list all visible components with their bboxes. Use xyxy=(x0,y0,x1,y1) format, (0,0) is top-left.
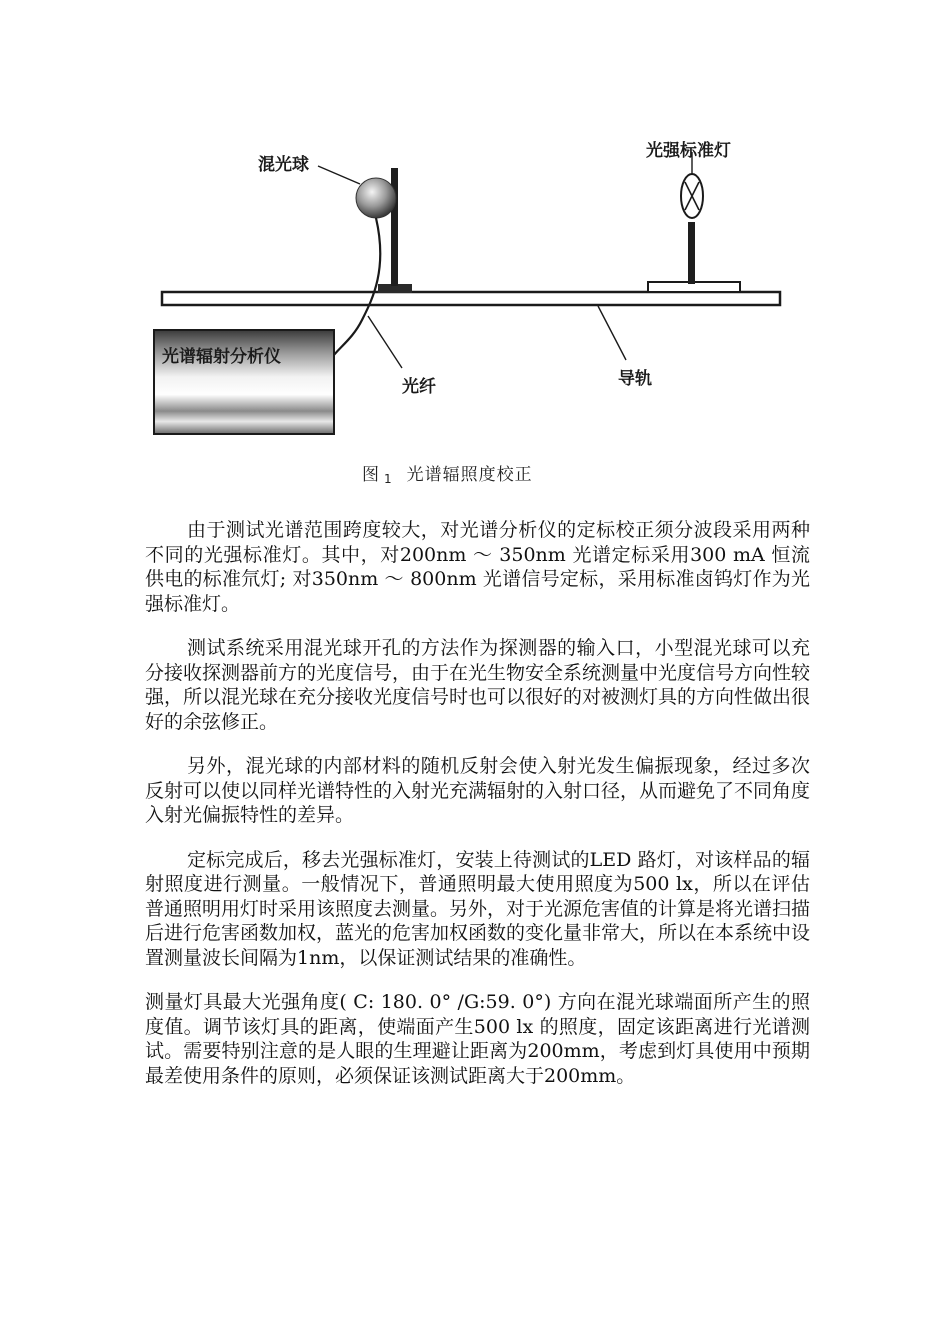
paragraph-1: 由于测试光谱范围跨度较大，对光谱分析仪的定标校正须分波段采用两种不同的光强标准灯。其中，对200nm ～ 350nm 光谱定标采用300 mA 恒流供电的标准氘灯; 对350nm ～ 800nm 光谱信号定标，采用标准卤钨灯作为光强标准灯。 xyxy=(145,519,810,615)
label-rail: 导轨 xyxy=(618,369,652,389)
caption-prefix: 图 xyxy=(362,465,380,485)
paragraph-4: 定标完成后，移去光强标准灯，安装上待测试的LED 路灯，对该样品的辐射照度进行测量。一般情况下，普通照明最大使用照度为500 lx，所以在评估普通照明用灯时采用该照度去测量。另外，对于光源危害值的计算是将光谱扫描后进行危害函数加权，蓝光的危害加权函数的变化量非常大，所以在本系统中设置测量波长间隔为1nm，以保证测试结果的准确性。 xyxy=(145,848,811,969)
paragraph-2: 测试系统采用混光球开孔的方法作为探测器的输入口，小型混光球可以充分接收探测器前方的光度信号，由于在光生物安全系统测量中光度信号方向性较强，所以混光球在充分接收光度信号时也可以很好的对被测灯具的方向性做出很好的余弦修正。 xyxy=(145,637,811,733)
label-sphere: 混光球 xyxy=(258,155,309,175)
lamp-stand-post xyxy=(688,222,695,284)
paragraph-5: 测量灯具最大光强角度( C: 180. 0° /G:59. 0°) 方向在混光球端面所产生的照度值。调节该灯具的距离，使端面产生500 lx 的照度，固定该距离进行光谱测试。需要特别注意的是人眼的生理避让距离为200mm，考虑到灯具使用中预期最差使用条件的原则，必须保证该测试距离大于200mm。 xyxy=(145,991,810,1087)
optical-fiber xyxy=(330,218,380,360)
body-text xyxy=(145,518,810,1108)
setup-diagram xyxy=(140,120,800,460)
paragraph-3: 另外，混光球的内部材料的随机反射会使入射光发生偏振现象，经过多次反射可以使以同样光谱特性的入射光充满辐射的入射口径，从而避免了不同角度入射光偏振特性的差异。 xyxy=(145,755,811,826)
mixing-sphere xyxy=(356,178,396,218)
label-lamp: 光强标准灯 xyxy=(646,141,731,161)
label-fiber: 光纤 xyxy=(402,377,436,397)
caption-number: 1 xyxy=(384,472,393,486)
rail-bar xyxy=(162,292,780,305)
calibration-figure xyxy=(140,120,800,510)
figure-caption xyxy=(362,460,533,486)
caption-title: 光谱辐照度校正 xyxy=(406,465,533,485)
label-analyzer: 光谱辐射分析仪 xyxy=(162,347,281,367)
